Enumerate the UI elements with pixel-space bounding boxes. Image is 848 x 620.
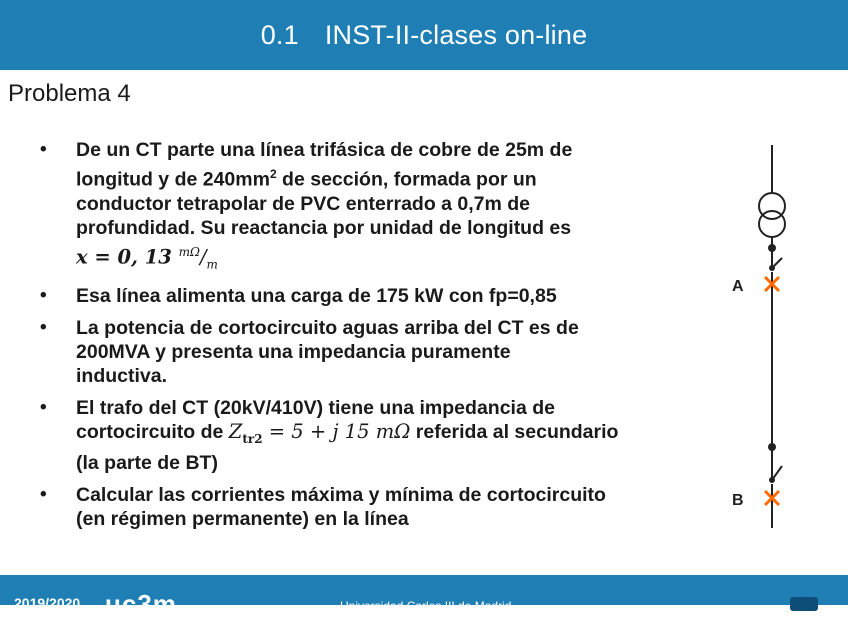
- breaker-blade: [772, 466, 782, 480]
- text-fragment: referida al secundario: [410, 420, 619, 443]
- bullet-icon: •: [40, 139, 47, 160]
- text-line: Calcular las corrientes máxima y mínima de cortocircuito: [76, 483, 606, 506]
- impedance-symbol: Z: [228, 419, 243, 443]
- text-line: profundidad. Su reactancia por unidad de longitud es: [76, 216, 572, 239]
- text-line: El trafo del CT (20kV/410V) tiene una impedancia de: [76, 396, 555, 419]
- text-line: Esa línea alimenta una carga de 175 kW con fp=0,85: [76, 284, 557, 307]
- slide-footer: [0, 575, 848, 619]
- superscript: 2: [269, 167, 277, 181]
- breaker-blade: [772, 258, 782, 268]
- point-a-label: A: [732, 278, 744, 295]
- text-fragment: de sección, formada por un: [276, 168, 537, 191]
- text-line: [76, 420, 720, 451]
- point-b-label: B: [732, 492, 744, 509]
- bullet-icon: •: [40, 483, 47, 505]
- formula-numerator: mΩ: [178, 244, 200, 259]
- section-number: 0.1: [260, 19, 299, 50]
- impedance-subscript: tr2: [242, 431, 263, 446]
- text-line: (la parte de BT): [76, 451, 218, 474]
- text-line: conductor tetrapolar de PVC enterrado a 0,7m de: [76, 192, 531, 215]
- transformer-winding-icon: [759, 211, 785, 237]
- list-item: [40, 138, 720, 276]
- slide-header: [0, 0, 848, 70]
- uc3m-logo: uc3m: [105, 589, 177, 619]
- text-line: 200MVA y presenta una impedancia puramente: [76, 340, 511, 363]
- text-line: [76, 162, 720, 192]
- university-name: Universidad Carlos III de Madrid: [340, 599, 512, 613]
- formula-denominator: m: [206, 256, 218, 271]
- text-line: La potencia de cortocircuito aguas arriba del CT es de: [76, 316, 579, 339]
- text-fragment: cortocircuito de: [76, 420, 229, 443]
- text-fragment: longitud y de 240mm: [76, 168, 270, 191]
- page-number-badge: [790, 597, 818, 611]
- impedance-value: = 5 + j 15 mΩ: [262, 419, 411, 443]
- problem-statement-list: [40, 138, 720, 539]
- problem-title: Problema 4: [8, 80, 131, 107]
- list-item: [40, 396, 720, 475]
- list-item: [40, 483, 720, 531]
- reactance-formula: x = 0, 13 $^{m\Omega}/_m$: [76, 244, 218, 271]
- slide-title: INST-II-clases on-line: [324, 19, 588, 50]
- academic-year: 2019/2020: [14, 595, 81, 611]
- bullet-icon: •: [40, 396, 47, 418]
- list-item: [40, 316, 720, 388]
- single-line-diagram: [720, 140, 830, 540]
- text-line: (en régimen permanente) en la línea: [76, 507, 409, 530]
- text-line: inductiva.: [76, 364, 168, 387]
- list-item: [40, 284, 720, 308]
- bullet-icon: •: [40, 316, 47, 338]
- formula-lhs: x = 0, 13: [76, 245, 179, 268]
- bullet-icon: •: [40, 284, 47, 306]
- text-line: De un CT parte una línea trifásica de cobre de 25m de: [76, 139, 573, 161]
